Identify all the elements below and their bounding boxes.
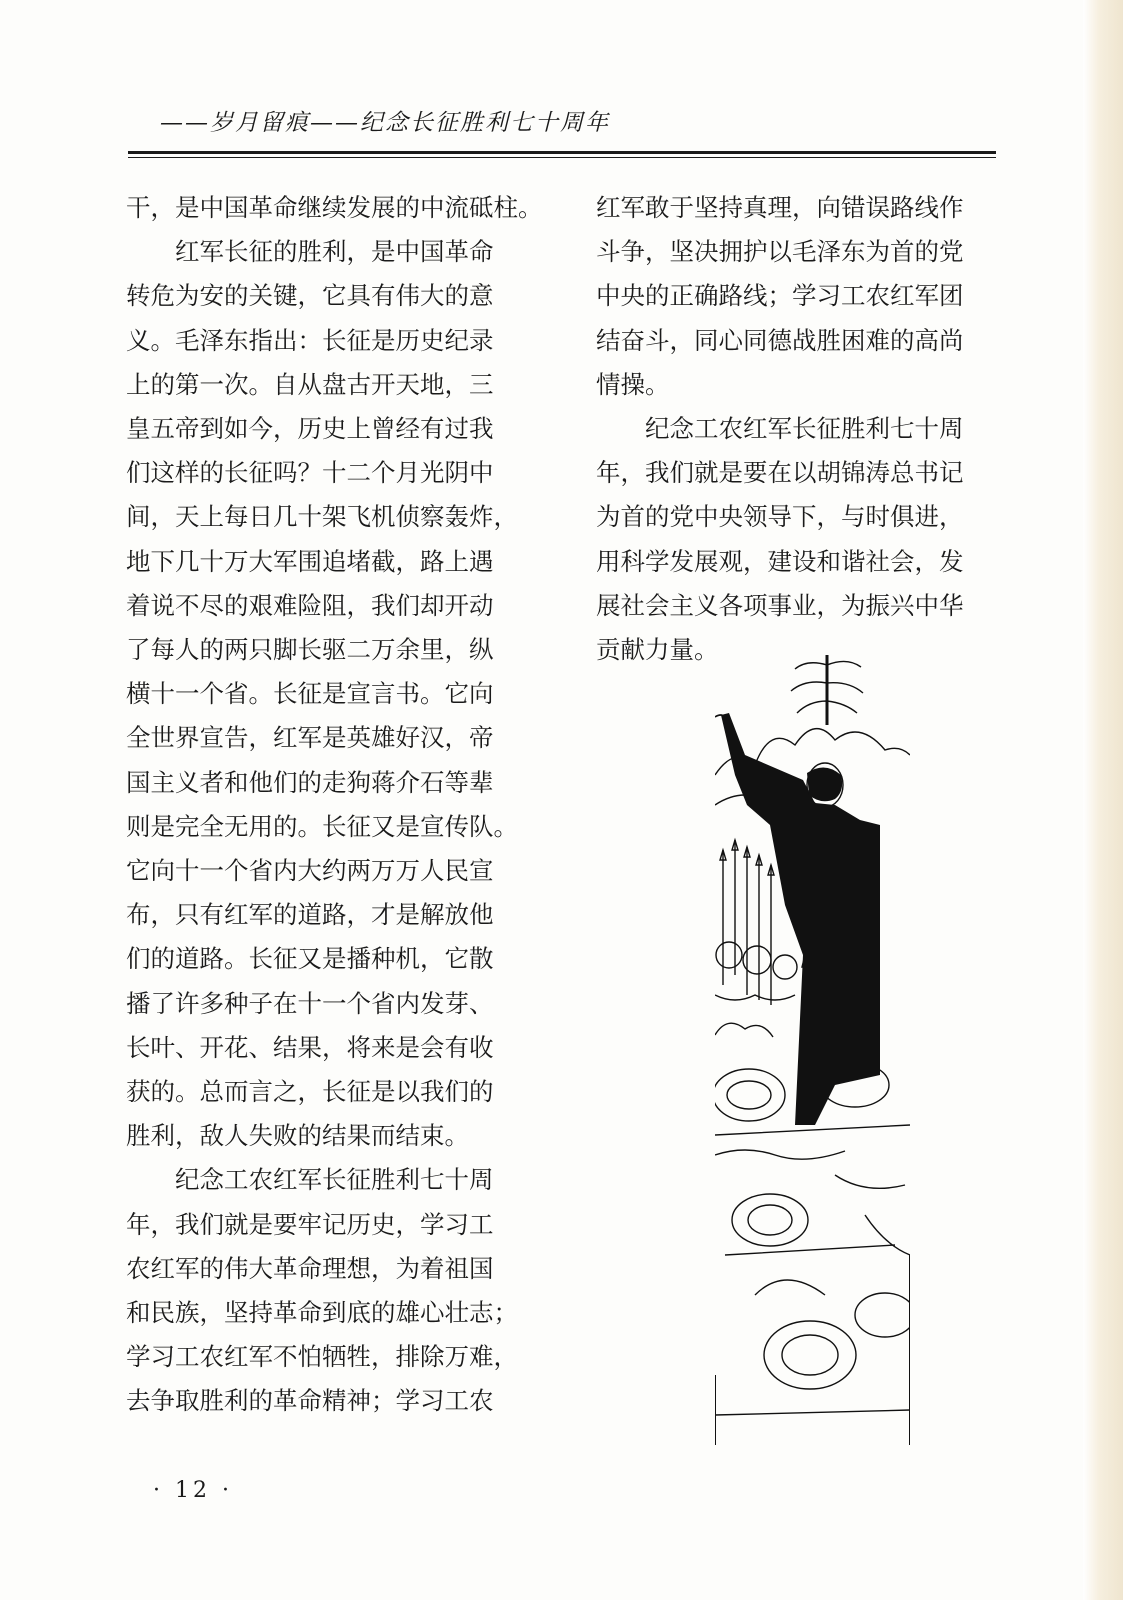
text-line: 展社会主义各项事业，为振兴中华 — [596, 590, 964, 620]
long-march-illustration — [715, 655, 910, 1445]
text-line: 则是完全无用的。长征又是宣传队。 — [126, 811, 518, 841]
text-line: 长叶、开花、结果，将来是会有收 — [126, 1032, 494, 1062]
text-line: 去争取胜利的革命精神；学习工农 — [126, 1386, 494, 1416]
text-line: 斗争，坚决拥护以毛泽东为首的党 — [596, 237, 964, 267]
right-text-column — [596, 186, 988, 672]
text-line: 了每人的两只脚长驱二万余里，纵 — [126, 635, 494, 665]
text-line: 情操。 — [596, 369, 670, 399]
text-line: 获的。总而言之，长征是以我们的 — [126, 1077, 494, 1107]
text-line: 农红军的伟大革命理想，为着祖国 — [126, 1253, 494, 1283]
text-line: 们的道路。长征又是播种机，它散 — [126, 944, 494, 974]
page-edge-shadow — [1083, 0, 1123, 1600]
text-line: 国主义者和他们的走狗蒋介石等辈 — [126, 767, 494, 797]
text-line: 干，是中国革命继续发展的中流砥柱。 — [126, 193, 543, 222]
text-line: 年，我们就是要牢记历史，学习工 — [126, 1209, 494, 1239]
running-header: ——岁月留痕——纪念长征胜利七十周年 — [160, 110, 610, 136]
text-line: 年，我们就是要在以胡锦涛总书记 — [596, 458, 964, 488]
text-line: 们这样的长征吗？十二个月光阴中 — [126, 458, 494, 488]
text-line: 转危为安的关键，它具有伟大的意 — [126, 281, 494, 311]
text-line: 义。毛泽东指出：长征是历史纪录 — [126, 325, 494, 355]
left-text-column — [126, 186, 543, 1424]
text-line: 间，天上每日几十架飞机侦察轰炸， — [126, 502, 518, 532]
text-line: 它向十一个省内大约两万万人民宣 — [126, 856, 494, 886]
text-line: 红军敢于坚持真理，向错误路线作 — [596, 193, 964, 222]
text-line: 用科学发展观，建设和谐社会，发 — [596, 546, 964, 576]
header-rule-thin — [128, 157, 996, 158]
text-line: 学习工农红军不怕牺牲，排除万难， — [126, 1342, 518, 1372]
page-number: · 12 · — [153, 1478, 233, 1503]
text-line: 地下几十万大军围追堵截，路上遇 — [126, 546, 494, 576]
header-rule-thick — [128, 151, 996, 154]
text-line: 红军长征的胜利，是中国革命 — [126, 237, 494, 267]
text-line: 结奋斗，同心同德战胜困难的高尚 — [596, 325, 964, 355]
text-line: 贡献力量。 — [596, 635, 719, 665]
text-line: 纪念工农红军长征胜利七十周 — [126, 1165, 494, 1195]
text-line: 纪念工农红军长征胜利七十周 — [596, 414, 964, 444]
text-line: 和民族，坚持革命到底的雄心壮志； — [126, 1298, 518, 1328]
text-line: 为首的党中央领导下，与时俱进， — [596, 502, 964, 532]
text-line: 播了许多种子在十一个省内发芽、 — [126, 988, 494, 1018]
text-line: 胜利，敌人失败的结果而结束。 — [126, 1121, 469, 1151]
text-line: 布，只有红军的道路，才是解放他 — [126, 900, 494, 930]
text-line: 着说不尽的艰难险阻，我们却开动 — [126, 590, 494, 620]
text-line: 中央的正确路线；学习工农红军团 — [596, 281, 964, 311]
text-line: 横十一个省。长征是宣言书。它向 — [126, 679, 494, 709]
text-line: 皇五帝到如今，历史上曾经有过我 — [126, 414, 494, 444]
text-line: 全世界宣告，红军是英雄好汉，帝 — [126, 723, 494, 753]
text-line: 上的第一次。自从盘古开天地，三 — [126, 369, 494, 399]
